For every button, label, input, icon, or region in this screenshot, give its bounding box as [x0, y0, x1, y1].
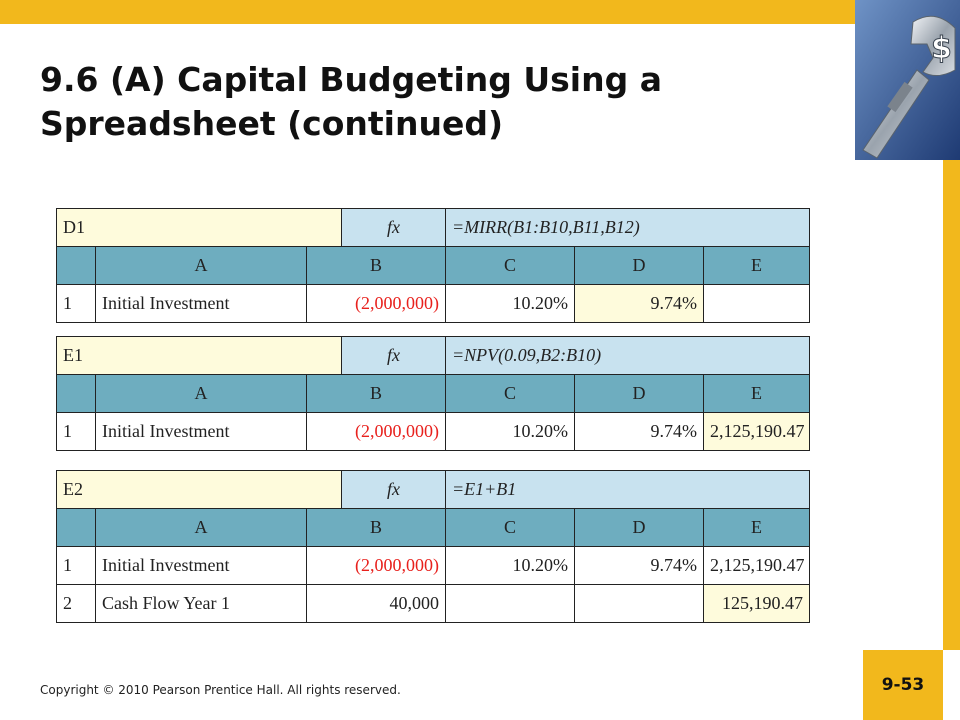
- column-header-e: E: [704, 509, 810, 547]
- fx-label: fx: [342, 471, 446, 509]
- corner-cell: [57, 509, 96, 547]
- column-header-b: B: [307, 247, 446, 285]
- cell-reference: E1: [57, 337, 342, 375]
- spreadsheet-excerpt-mirr: [56, 208, 810, 323]
- wrench-money-icon: [855, 0, 960, 160]
- cell-e: 125,190.47: [704, 585, 810, 623]
- cell-c: 10.20%: [446, 285, 575, 323]
- column-header-e: E: [704, 247, 810, 285]
- cell-reference: D1: [57, 209, 342, 247]
- row-number: 1: [57, 413, 96, 451]
- cell-a: Initial Investment: [96, 413, 307, 451]
- cell-a: Cash Flow Year 1: [96, 585, 307, 623]
- spreadsheet-excerpt-npv: [56, 336, 810, 451]
- column-header-c: C: [446, 509, 575, 547]
- formula-bar: [57, 337, 810, 375]
- fx-label: fx: [342, 209, 446, 247]
- cell-b: 40,000: [307, 585, 446, 623]
- column-header-row: [57, 375, 810, 413]
- column-header-a: A: [96, 375, 307, 413]
- formula-text: =MIRR(B1:B10,B11,B12): [446, 209, 810, 247]
- fx-label: fx: [342, 337, 446, 375]
- row-number: 1: [57, 547, 96, 585]
- corner-cell: [57, 247, 96, 285]
- column-header-row: [57, 509, 810, 547]
- column-header-d: D: [575, 247, 704, 285]
- svg-text:$: $: [931, 31, 952, 66]
- column-header-a: A: [96, 247, 307, 285]
- cell-c: 10.20%: [446, 413, 575, 451]
- table-row: [57, 285, 810, 323]
- cell-e: 2,125,190.47: [704, 413, 810, 451]
- cell-b: (2,000,000): [307, 547, 446, 585]
- column-header-c: C: [446, 247, 575, 285]
- cell-d: [575, 585, 704, 623]
- formula-text: =NPV(0.09,B2:B10): [446, 337, 810, 375]
- column-header-b: B: [307, 375, 446, 413]
- cell-d: 9.74%: [575, 285, 704, 323]
- cell-d: 9.74%: [575, 547, 704, 585]
- cell-reference: E2: [57, 471, 342, 509]
- page-title: 9.6 (A) Capital Budgeting Using a Spreadsheet (continued): [40, 60, 662, 143]
- cell-d: 9.74%: [575, 413, 704, 451]
- spreadsheet-excerpt-sum: [56, 470, 810, 623]
- column-header-b: B: [307, 509, 446, 547]
- row-number: 2: [57, 585, 96, 623]
- cell-b: (2,000,000): [307, 285, 446, 323]
- copyright-footer: Copyright © 2010 Pearson Prentice Hall. All rights reserved.: [40, 683, 401, 697]
- table-row: [57, 585, 810, 623]
- column-header-d: D: [575, 509, 704, 547]
- slide-number: 9-53: [863, 650, 943, 720]
- right-accent-bar: [943, 158, 960, 650]
- cell-a: Initial Investment: [96, 285, 307, 323]
- cell-c: 10.20%: [446, 547, 575, 585]
- cell-e: [704, 285, 810, 323]
- column-header-d: D: [575, 375, 704, 413]
- formula-bar: [57, 471, 810, 509]
- table-row: [57, 413, 810, 451]
- cell-c: [446, 585, 575, 623]
- table-row: [57, 547, 810, 585]
- cell-a: Initial Investment: [96, 547, 307, 585]
- formula-text: =E1+B1: [446, 471, 810, 509]
- corner-cell: [57, 375, 96, 413]
- cell-b: (2,000,000): [307, 413, 446, 451]
- formula-bar: [57, 209, 810, 247]
- column-header-row: [57, 247, 810, 285]
- row-number: 1: [57, 285, 96, 323]
- column-header-c: C: [446, 375, 575, 413]
- cell-e: 2,125,190.47: [704, 547, 810, 585]
- column-header-a: A: [96, 509, 307, 547]
- column-header-e: E: [704, 375, 810, 413]
- top-accent-bar: [0, 0, 855, 24]
